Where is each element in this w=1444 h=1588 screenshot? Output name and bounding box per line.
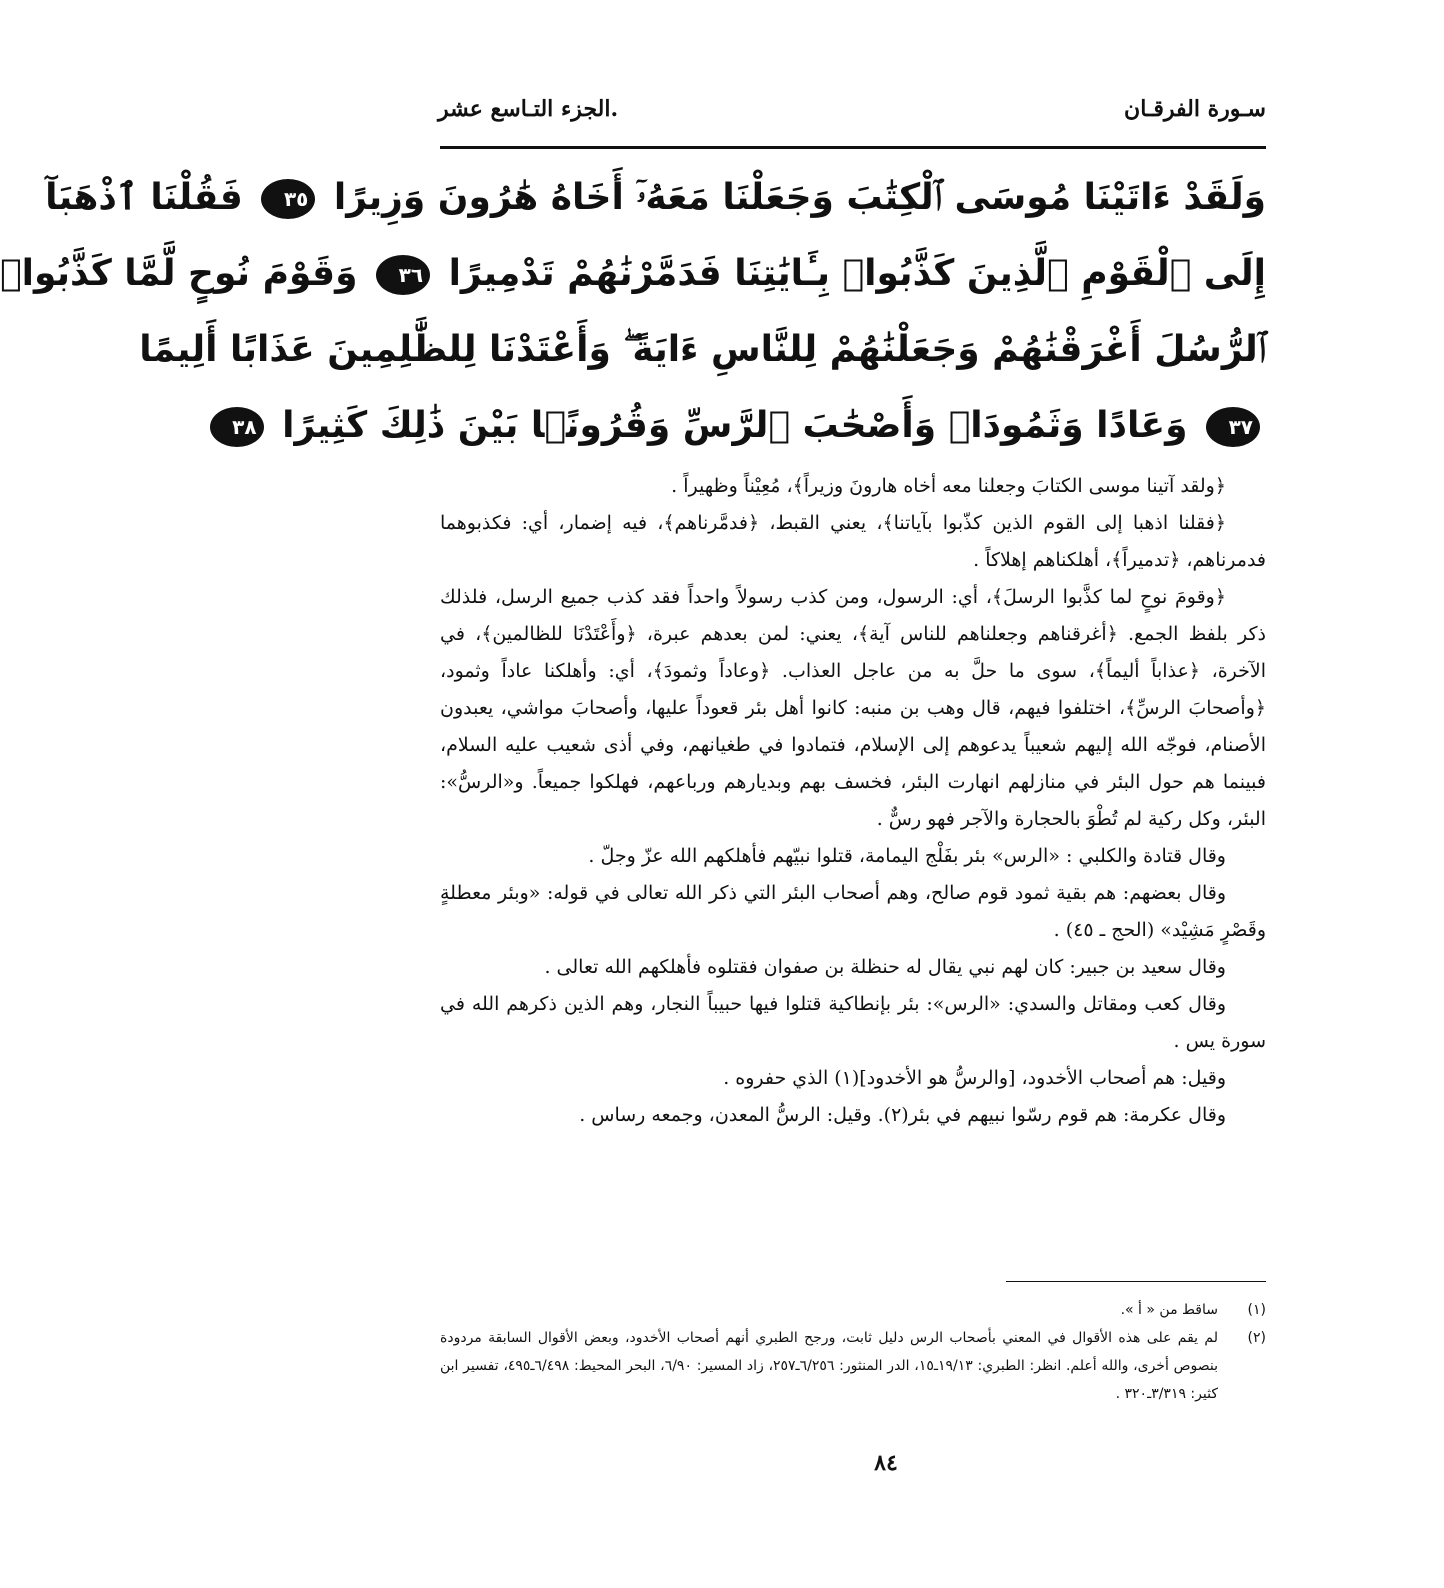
quran-line-1 — [45, 160, 1266, 236]
verse-text: فَقُلْنَا ٱذْهَبَآ — [45, 177, 243, 218]
verse-text: وَلَقَدْ ءَاتَيْنَا مُوسَى ٱلْكِتَٰبَ وَجَعَلْنَا مَعَهُۥٓ أَخَاهُ هَٰرُونَ وَزِيرًا — [333, 177, 1266, 218]
header-divider — [440, 146, 1266, 149]
footnote-divider — [1006, 1281, 1266, 1282]
commentary-paragraph: وقال عكرمة: هم قوم رسّوا نبيهم في بئر(٢). وقيل: الرسُّ المعدن، وجمعه رساس . — [579, 1104, 1226, 1126]
verse-text: وَقَوْمَ نُوحٍ لَّمَّا كَذَّبُوا۟ — [0, 253, 358, 294]
surah-title: سـورة الفرقـان — [1124, 96, 1266, 122]
ayah-number-marker: ٣٨ — [210, 407, 264, 447]
commentary-paragraph: ﴿ولقد آتينا موسى الكتابَ وجعلنا معه أخاه هارونَ وزيراً﴾، مُعِيْناً وظهيراً . — [671, 475, 1226, 497]
commentary-paragraph: ﴿فقلنا اذهبا إلى القوم الذين كذّبوا بآياتنا﴾، يعني القبط، ﴿فدمَّرناهم﴾، فيه إضمار، أي: فكذبوهما فدمرناهم، ﴿تدميراً﴾، أهلكناهم إهلاكاً . — [440, 512, 1266, 571]
running-header — [438, 96, 1266, 136]
page-number: ٨٤ — [874, 1450, 898, 1476]
tafsir-commentary — [440, 468, 1266, 1134]
commentary-paragraph: وقال بعضهم: هم بقية ثمود قوم صالح، وهم أصحاب البئر التي ذكر الله تعالى في قوله: «وبئر معطلةٍ وقَصْرٍ مَشِيْد» (الحج ـ ٤٥) . — [440, 882, 1266, 941]
verse-text: ٱلرُّسُلَ أَغْرَقْنَٰهُمْ وَجَعَلْنَٰهُمْ لِلنَّاسِ ءَايَةً ۖ وَأَعْتَدْنَا لِلظَّٰلِمِينَ عَذَابًا أَلِيمًا — [139, 329, 1266, 370]
quran-verses — [0, 160, 1266, 464]
commentary-paragraph: وقيل: هم أصحاب الأخدود، [والرسُّ هو الأخدود](١) الذي حفروه . — [723, 1067, 1226, 1089]
ayah-number-marker: ٣٥ — [261, 179, 315, 219]
footnote-number: (١) — [1247, 1302, 1266, 1318]
footnote-item — [440, 1324, 1266, 1408]
ayah-number-marker: ٣٧ — [1206, 407, 1260, 447]
quran-line-3 — [139, 312, 1266, 388]
ayah-number-marker: ٣٦ — [376, 255, 430, 295]
verse-text: إِلَى ٱلْقَوْمِ ٱلَّذِينَ كَذَّبُوا۟ بِـَٔايَٰتِنَا فَدَمَّرْنَٰهُمْ تَدْمِيرًا — [448, 253, 1266, 294]
commentary-paragraph: ﴿وقومَ نوحٍ لما كذَّبوا الرسلَ﴾، أي: الرسول، ومن كذب رسولاً واحداً فقد كذب جميع الرسل، فلذلك ذكر بلفظ الجمع. ﴿أغرقناهم وجعلناهم للناس آية﴾، يعني: لمن بعدهم عبرة، ﴿وأَعْتَدْنَا للظالمين﴾، في الآخرة، ﴿عذاباً أليماً﴾، سوى ما حلَّ به من عاجل العذاب. ﴿وعاداً وثمودَ﴾، أي: وأهلكنا عاداً وثمود، ﴿وأصحابَ الرسِّ﴾، اختلفوا فيهم، قال وهب بن منبه: كانوا أهل بئر قعوداً عليها، وأصحابَ مواشي، يعبدون الأصنام، فوجّه الله إليهم شعيباً يدعوهم إلى الإسلام، فتمادوا في طغيانهم، وفي أذى شعيب عليه السلام، فبينما هم حول البئر في منازلهم انهارت البئر، فخسف بهم وبديارهم ورباعهم، فهلكوا جميعاً. و«الرسُّ»: البئر، وكل ركية لم تُطْوَ بالحجارة والآجر فهو رسٌّ . — [440, 586, 1266, 830]
commentary-paragraph: وقال كعب ومقاتل والسدي: «الرس»: بئر بإنطاكية قتلوا فيها حبيباً النجار، وهم الذين ذكرهم الله في سورة يس . — [440, 993, 1266, 1052]
footnotes — [440, 1296, 1266, 1408]
footnote-item — [440, 1296, 1266, 1324]
commentary-paragraph: وقال سعيد بن جبير: كان لهم نبي يقال له حنظلة بن صفوان فقتلوه فأهلكهم الله تعالى . — [544, 956, 1226, 978]
footnote-text: ساقط من « أ ». — [1120, 1302, 1218, 1318]
quran-line-4 — [232, 388, 1266, 464]
juz-title: .الجزء التـاسع عشر — [438, 96, 619, 122]
footnote-text: لم يقم على هذه الأقوال في المعني بأصحاب الرس دليل ثابت، ورجح الطبري أنهم أصحاب الأخدود، وبعض الأقوال السابقة مردودة بنصوص أخرى، والله أعلم. انظر: الطبري: ١٩/١٣ـ١٥، الدر المنثور: ٦/٢٥٦ـ٢٥٧، زاد المسير: ٦/٩٠، البحر المحيط: ٦/٤٩٨ـ٤٩٥، تفسير ابن كثير: ٣/٣١٩ـ٣٢٠ . — [440, 1330, 1219, 1402]
footnote-number: (٢) — [1247, 1330, 1266, 1346]
verse-text: وَعَادًا وَثَمُودَا۟ وَأَصْحَٰبَ ٱلرَّسِّ وَقُرُونًۢا بَيْنَ ذَٰلِكَ كَثِيرًا — [282, 405, 1188, 446]
commentary-paragraph: وقال قتادة والكلبي : «الرس» بئر بفَلْج اليمامة، قتلوا نبيّهم فأهلكهم الله عزّ وجلّ . — [588, 845, 1226, 867]
quran-line-2 — [0, 236, 1266, 312]
